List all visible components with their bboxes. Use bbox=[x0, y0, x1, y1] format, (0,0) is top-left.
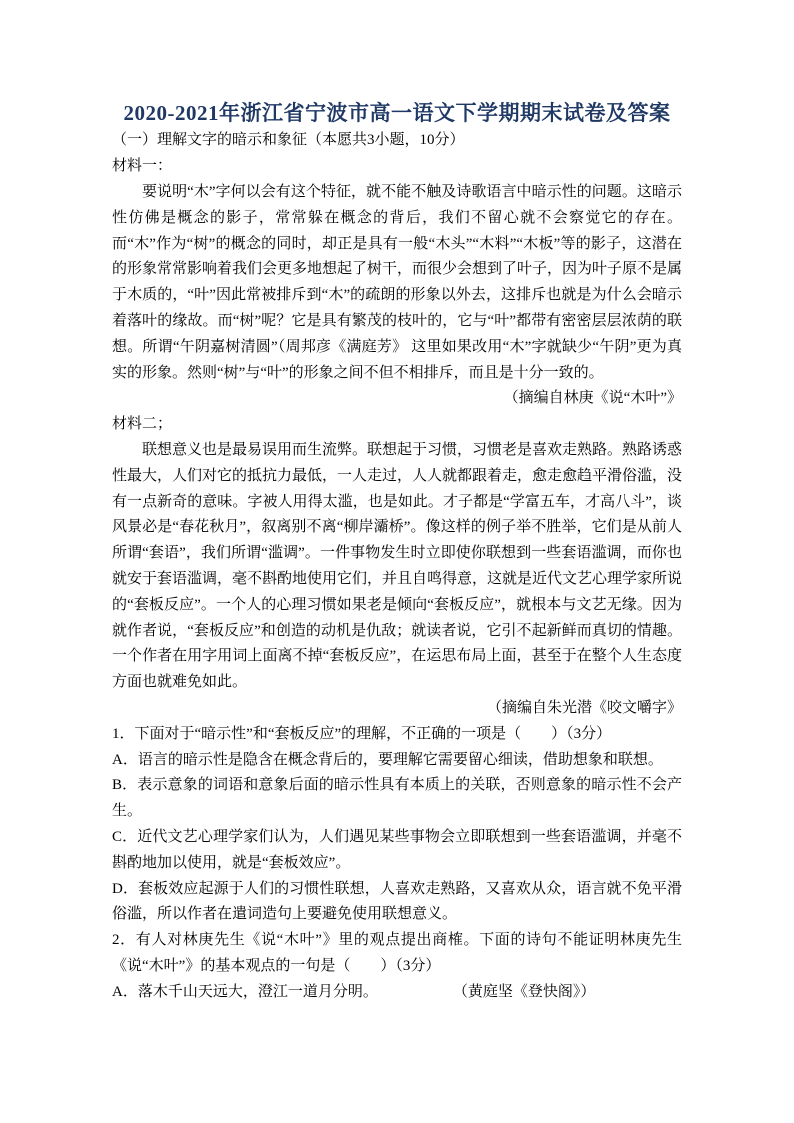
material-2-source: （摘编自朱光潜《咬文嚼字》 bbox=[486, 699, 682, 716]
question-1-option-b: B．表示意象的词语和意象后面的暗示性具有本质上的关联，否则意象的暗示性不会产生。 bbox=[112, 777, 682, 820]
section-heading: （一）理解文字的暗示和象征（本愿共3小题，10分） bbox=[112, 132, 465, 149]
page-title: 2020-2021年浙江省宁波市高一语文下学期期末试卷及答案 bbox=[123, 101, 671, 125]
material-1-label: 材料一： bbox=[112, 158, 173, 175]
material-2-label: 材料二； bbox=[112, 416, 173, 433]
question-1-option-d: D．套板效应起源于人们的习惯性联想，人喜欢走熟路，又喜欢从众，语言就不免平滑俗滥，所以作者在遣词造句上要避免使用联想意义。 bbox=[112, 880, 682, 923]
question-1-option-c: C．近代文艺心理学家们认为，人们遇见某些事物会立即联想到一些套语滥调，并毫不斟酌地加以使用，就是“套板效应”。 bbox=[112, 828, 682, 871]
question-2-option-a: A．落木千山天远大，澄江一道月分明。 （黄庭坚《登快阁》） bbox=[112, 983, 596, 1000]
question-2-stem: 2．有人对林庚先生《说“木叶”》里的观点提出商榷。下面的诗句不能证明林庚先生《说“木叶”》的基本观点的一句是（ ）（3分） bbox=[112, 932, 682, 974]
material-1-paragraph: 要说明“木”字何以会有这个特征，就不能不触及诗歌语言中暗示性的问题。这暗示性仿佛是概念的影子，常常躲在概念的背后，我们不留心就不会察觉它的存在。而“木”作为“树”的概念的同时，却正是具有一般“木头”“木料”“木板”等的影子，这潜在的形象常常影响着我们会更多地想起了树干，而很少会想到了叶子，因为叶子原不是属于木质的，“叶”因此常被排斥到“木”的疏朗的形象以外去，这排斥也就是为什么会暗示着落叶的缘故。而“树”呢？它是具有繁茂的枝叶的，它与“叶”都带有密密层层浓荫的联想。所谓“午阴嘉树清圆”（周邦彦《满庭芳》 这里如果改用“木”字就缺少“午阴”更为真实的形象。然则“树”与“叶”的形象之间不但不相排斥，而且是十分一致的。 bbox=[112, 184, 683, 381]
question-1-option-a: A．语言的暗示性是隐含在概念背后的，要理解它需要留心细读，借助想象和联想。 bbox=[112, 751, 663, 768]
question-1-stem: 1．下面对于“暗示性”和“套板反应”的理解，不正确的一项是（ ）（3分） bbox=[112, 725, 612, 742]
material-2-paragraph: 联想意义也是最易误用而生流弊。联想起于习惯，习惯老是喜欢走熟路。熟路诱惑性最大，人们对它的抵抗力最低，一人走过，人人就都跟着走，愈走愈趋平滑俗滥，没有一点新奇的意味。字被人用得太滥，也是如此。才子都是“学富五车，才高八斗”，谈风景必是“春花秋月”，叙离别不离“柳岸灞桥”。像这样的例子举不胜举，它们是从前人所谓“套语”，我们所谓“滥调”。一件事物发生时立即使你联想到一些套语滥调，而你也就安于套语滥调，毫不斟酌地使用它们，并且自鸣得意，这就是近代文艺心理学家所说的“套板反应”。一个人的心理习惯如果老是倾向“套板反应”，就根本与文艺无缘。因为就作者说，“套板反应”和创造的动机是仇敌；就读者说，它引不起新鲜而真切的情趣。一个作者在用字用词上面离不掉“套板反应”，在运思布局上面，甚至于在整个人生态度方面也就难免如此。 bbox=[112, 442, 683, 691]
material-1-source: （摘编自林庚《说“木叶”》 bbox=[503, 390, 682, 407]
